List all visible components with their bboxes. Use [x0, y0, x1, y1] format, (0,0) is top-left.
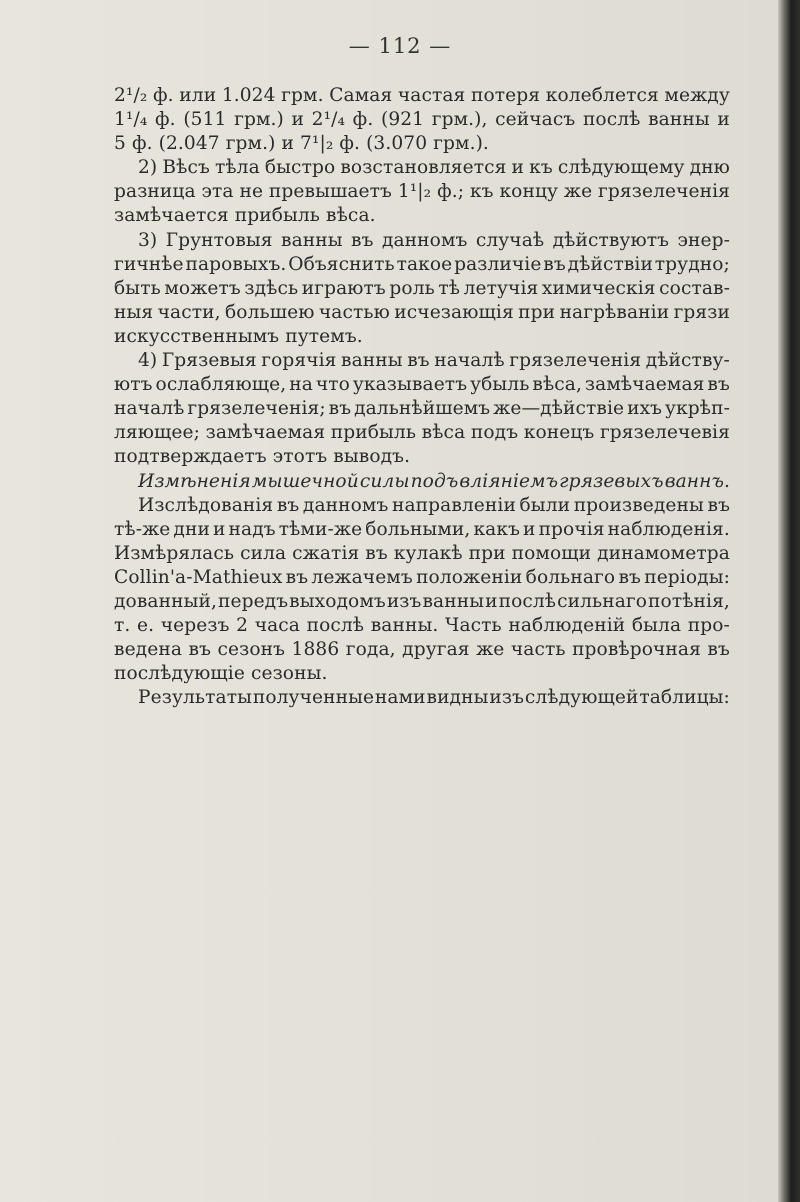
word: превышаетъ [268, 181, 392, 203]
word: 1886 [291, 639, 340, 661]
word: началѣ [114, 398, 185, 420]
word: и [281, 133, 294, 155]
word: произведены [573, 494, 704, 516]
word: различіе [454, 253, 542, 275]
word: прибыль [330, 422, 417, 444]
word: исчезающія [394, 301, 514, 323]
text-line [114, 277, 730, 301]
word: черезъ [160, 615, 230, 637]
word: части, [157, 301, 221, 323]
word: силы [359, 470, 410, 492]
word: года, [345, 639, 396, 661]
page-edge-shadow [778, 0, 800, 1202]
word: грм.), [431, 109, 488, 131]
word: грм.) [234, 109, 284, 131]
word: 1¹|₂ [397, 181, 432, 203]
word: здѣсь [244, 277, 299, 299]
word: дню [689, 157, 730, 179]
word: грм.). [433, 133, 489, 155]
word: Результаты [138, 687, 252, 709]
word: укрѣп- [665, 398, 730, 420]
word: таблицы: [639, 687, 730, 709]
word: и [291, 109, 305, 131]
word: въ [618, 566, 641, 588]
word: изъ [489, 687, 525, 709]
word: между [664, 85, 730, 106]
word: грязелеченія [509, 350, 642, 372]
word: подъ [470, 422, 519, 444]
word: ф. [131, 133, 153, 155]
text-line [114, 686, 730, 710]
word: послѣдующіе [114, 663, 245, 685]
word: же—дѣйствіе [493, 398, 625, 420]
word: слѣдующей [524, 687, 639, 709]
word: путемъ. [285, 325, 363, 347]
word: гичнѣе [114, 253, 184, 275]
word: тѣ-же [114, 518, 171, 540]
word: ванны [341, 350, 403, 372]
text-line [114, 229, 730, 253]
word: были [519, 494, 571, 516]
word: или [179, 85, 217, 106]
word: дни [173, 518, 210, 540]
word: изъ [386, 590, 422, 612]
text-line [114, 638, 730, 662]
word: грязелеченія; [187, 398, 326, 420]
word: вѣса, [532, 374, 582, 396]
word: т. [114, 615, 131, 637]
word: ванны [281, 229, 343, 251]
text-line [114, 325, 730, 349]
word: наблюденій [508, 615, 626, 637]
text-line [114, 108, 730, 132]
word: ныя [114, 301, 154, 323]
word: про- [687, 615, 730, 637]
section-heading [114, 470, 730, 494]
word: въ [707, 639, 730, 661]
word: въ [351, 229, 374, 251]
word: 1.024 [221, 85, 276, 106]
text-line [114, 518, 730, 542]
word: въ [188, 639, 211, 661]
word: выводъ. [333, 446, 411, 468]
word: сильнаго [557, 590, 648, 612]
word: летучія [463, 277, 539, 299]
word: при [468, 542, 506, 564]
body-text [114, 84, 730, 710]
word: и [717, 109, 730, 131]
text-line [114, 662, 730, 686]
word: послѣ [498, 590, 557, 612]
word: трудно; [654, 253, 730, 275]
word: потѣнія, [648, 590, 730, 612]
word: частью [318, 301, 390, 323]
word: сейчасъ [495, 109, 576, 131]
word: ванны. [370, 615, 439, 637]
word: 4) [138, 350, 158, 372]
word: въ [543, 253, 566, 275]
word: ванны [422, 590, 485, 612]
word: ф. [155, 109, 176, 131]
word: была [631, 615, 682, 637]
word: роль [389, 277, 435, 299]
word: сезоны. [250, 663, 328, 685]
word: ваннъ. [664, 470, 730, 492]
text-line [114, 590, 730, 614]
word: е. [137, 615, 155, 637]
word: періоды: [644, 566, 730, 588]
word: состав- [659, 277, 730, 299]
word: при [518, 301, 556, 323]
word: Изслѣдованія [138, 494, 274, 516]
word: Самая [329, 85, 393, 106]
word: этотъ [272, 446, 328, 468]
word: и [523, 518, 536, 540]
word: грязевыхъ [559, 470, 664, 492]
word: полученные [252, 687, 375, 709]
word: Объяснить [288, 253, 395, 275]
word: (921 [380, 109, 425, 131]
text-line [114, 156, 730, 180]
word: быть [114, 277, 161, 299]
word: въ [276, 494, 300, 516]
word: часа [254, 615, 300, 637]
word: динамометра [597, 542, 730, 564]
word: ф. [352, 109, 374, 131]
word: химическія [541, 277, 656, 299]
word: видны [426, 687, 489, 709]
word: въ [707, 494, 730, 516]
word: паровыхъ. [185, 253, 287, 275]
word: 2¹/₂ [114, 85, 148, 106]
word: сезонъ [217, 639, 286, 661]
word: въ [285, 566, 309, 588]
word: замѣчаемая [584, 374, 705, 396]
word: наблюденія. [607, 518, 730, 540]
word: Часть [444, 615, 502, 637]
word: часть [510, 639, 566, 661]
word: (3.070 [366, 133, 428, 155]
word: нами [374, 687, 426, 709]
word: Грунтовыя [165, 229, 273, 251]
word: на [289, 374, 313, 396]
text-line [114, 566, 730, 590]
word: сжатія [292, 542, 360, 564]
word: другая [402, 639, 470, 661]
word: 7¹|₂ [299, 133, 334, 155]
word: въ [707, 374, 730, 396]
word: замѣчается [114, 205, 229, 227]
word: замѣчаемая [205, 422, 326, 444]
word: что [315, 374, 350, 396]
word: 2 [236, 615, 249, 637]
text-line [114, 397, 730, 421]
text-line [114, 84, 730, 108]
word: большею [225, 301, 315, 323]
word: конецъ [523, 422, 595, 444]
word: слѣдующему [557, 157, 685, 179]
page-number: — 112 — [348, 34, 452, 58]
text-line [114, 253, 730, 277]
word: кулакѣ [393, 542, 463, 564]
word: больными, [365, 518, 471, 540]
word: къ [469, 181, 494, 203]
word: нагрѣваніи [559, 301, 670, 323]
text-line [114, 494, 730, 518]
word: положеніи [416, 566, 523, 588]
word: грязелеченія [598, 181, 730, 203]
text-line [114, 301, 730, 325]
word: возстановляется [340, 157, 507, 179]
word: больнаго [525, 566, 616, 588]
word: мышечной [251, 470, 359, 492]
word: ослабляюще, [155, 374, 287, 396]
word: вѣса [421, 422, 466, 444]
word: искусственнымъ [114, 325, 280, 347]
word: подтверждаетъ [114, 446, 267, 468]
word: эта [201, 181, 234, 203]
word: играютъ [301, 277, 386, 299]
word: же [563, 181, 593, 203]
word: концу [499, 181, 559, 203]
word: провѣрочная [572, 639, 701, 661]
word: Грязевыя [161, 350, 257, 372]
word: случаѣ [475, 229, 545, 251]
word: данномъ [381, 229, 468, 251]
word: грм.) [225, 133, 276, 155]
word: грязи [673, 301, 730, 323]
text-line [114, 204, 730, 228]
word: (2.047 [158, 133, 220, 155]
word: въ [328, 398, 352, 420]
word: ихъ [627, 398, 663, 420]
word: частая [397, 85, 466, 106]
word: вліяніемъ [459, 470, 559, 492]
word: прибыль [234, 205, 321, 227]
word: разница [114, 181, 196, 203]
word: Collin'a-Mathieux [114, 566, 283, 588]
word: передъ [217, 590, 289, 612]
word: и [485, 590, 498, 612]
word: (511 [183, 109, 227, 131]
word: потеря [471, 85, 541, 106]
word: ф. [153, 85, 174, 106]
word: сила [240, 542, 287, 564]
word: 1¹/₄ [114, 109, 148, 131]
word: ф. [339, 133, 361, 155]
text-line [114, 373, 730, 397]
word: убыль [470, 374, 530, 396]
word: направленіи [391, 494, 516, 516]
word: 3) [138, 229, 158, 251]
text-line [114, 132, 730, 156]
word: колеблется [545, 85, 659, 106]
text-line [114, 349, 730, 373]
word: такое [396, 253, 453, 275]
word: ляющее; [114, 422, 200, 444]
text-line [114, 421, 730, 445]
word: Вѣсъ [162, 157, 210, 179]
word: и [213, 518, 226, 540]
word: и [511, 157, 525, 179]
word: въ [407, 350, 430, 372]
word: быстро [264, 157, 336, 179]
word: 2¹/₄ [311, 109, 346, 131]
word: 2) [138, 157, 158, 179]
word: лежачемъ [311, 566, 413, 588]
word: энер- [677, 229, 730, 251]
word: вѣса. [326, 205, 376, 227]
text-line [114, 180, 730, 204]
word: ванны [648, 109, 710, 131]
word: дѣйствіи [567, 253, 653, 275]
text-line [114, 614, 730, 638]
word: началѣ [434, 350, 505, 372]
word: ютъ [114, 374, 153, 396]
word: въ [365, 542, 388, 564]
word: грязелечевія [599, 422, 730, 444]
word: дѣйствуютъ [552, 229, 670, 251]
word: данномъ [302, 494, 389, 516]
word: дѣйству- [645, 350, 730, 372]
word: тѣ [438, 277, 461, 299]
word: надъ [228, 518, 276, 540]
word: помощи [511, 542, 592, 564]
word: грм. [281, 85, 324, 106]
word: можетъ [164, 277, 241, 299]
word: прочія [538, 518, 605, 540]
word: дальнѣйшемъ [354, 398, 491, 420]
word: Измѣрялась [114, 542, 235, 564]
word: указываетъ [352, 374, 468, 396]
word: дованный, [114, 590, 217, 612]
word: тѣла [214, 157, 260, 179]
text-line [114, 542, 730, 566]
text-line [114, 445, 730, 469]
word: выходомъ [289, 590, 386, 612]
word: 5 [114, 133, 126, 155]
word: не [239, 181, 264, 203]
word: послѣ [582, 109, 641, 131]
word: къ [529, 157, 553, 179]
word: подъ [410, 470, 459, 492]
word: послѣ [306, 615, 365, 637]
word: ведена [114, 639, 183, 661]
word: же [476, 639, 505, 661]
word: горячія [261, 350, 337, 372]
word: Измѣненія [138, 470, 251, 492]
word: тѣми-же [278, 518, 363, 540]
word: ф.; [437, 181, 465, 203]
word: какъ [473, 518, 520, 540]
